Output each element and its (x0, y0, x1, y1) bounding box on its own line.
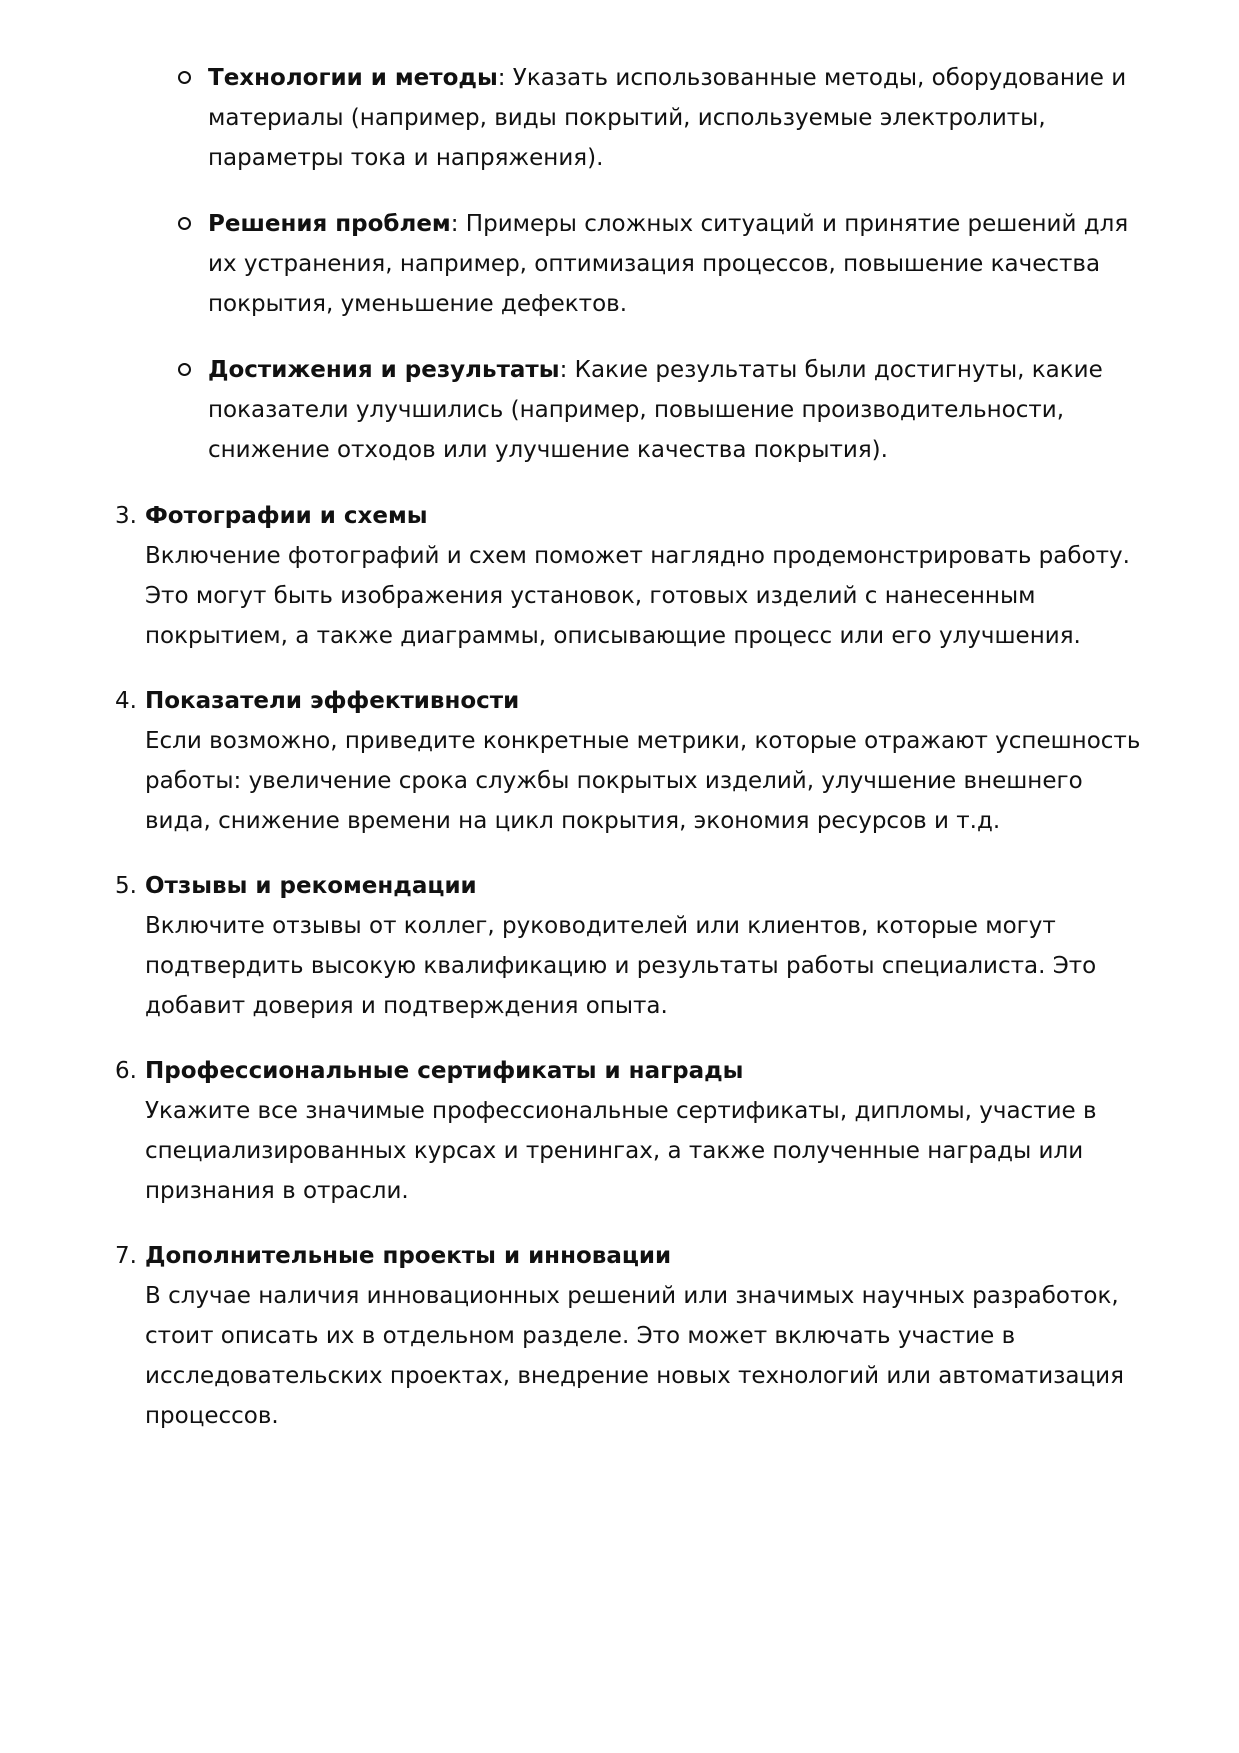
item-term: Технологии и методы (208, 65, 498, 91)
list-item (178, 58, 1158, 178)
section-text: Укажите все значимые профессиональные сертификаты, дипломы, участие в специализированных курсах и тренингах, а также полученные награды или признания в отрасли. (145, 1098, 1097, 1204)
section-number: 7. (115, 1243, 137, 1269)
section-item-photos (115, 496, 1155, 656)
numbered-section-list (115, 496, 1155, 1461)
list-item (178, 204, 1158, 324)
item-text: : Примеры сложных ситуаций и принятие решений для их устранения, например, оптимизация процессов, повышение качества покрытия, уменьшение дефектов. (208, 211, 1129, 317)
hollow-circle-bullet-icon (178, 363, 191, 376)
section-title: Отзывы и рекомендации (145, 873, 477, 899)
section-title: Показатели эффективности (145, 688, 520, 714)
section-item-reviews (115, 866, 1155, 1026)
section-text: Включение фотографий и схем поможет наглядно продемонстрировать работу. Это могут быть изображения установок, готовых изделий с нанесенным покрытием, а также диаграммы, описывающие процесс или его улучшения. (145, 543, 1130, 649)
section-number: 6. (115, 1058, 137, 1084)
item-term: Решения проблем (208, 211, 451, 237)
section-title: Дополнительные проекты и инновации (145, 1243, 672, 1269)
list-item (178, 350, 1158, 470)
item-text: : Указать использованные методы, оборудование и материалы (например, виды покрытий, используемые электролиты, параметры тока и напряжения). (208, 65, 1127, 171)
section-text: В случае наличия инновационных решений или значимых научных разработок, стоит описать их в отдельном разделе. Это может включать участие в исследовательских проектах, внедрение новых технологий или автоматизация процессов. (145, 1283, 1124, 1429)
hollow-circle-bullet-icon (178, 217, 191, 230)
item-term: Достижения и результаты (208, 357, 560, 383)
sub-bullet-list (178, 58, 1158, 496)
hollow-circle-bullet-icon (178, 71, 191, 84)
section-text: Включите отзывы от коллег, руководителей или клиентов, которые могут подтвердить высокую квалификацию и результаты работы специалиста. Это добавит доверия и подтверждения опыта. (145, 913, 1097, 1019)
section-number: 3. (115, 503, 137, 529)
section-number: 4. (115, 688, 137, 714)
section-item-certificates (115, 1051, 1155, 1211)
section-text: Если возможно, приведите конкретные метрики, которые отражают успешность работы: увеличение срока службы покрытых изделий, улучшение внешнего вида, снижение времени на цикл покрытия, экономия ресурсов и т.д. (145, 728, 1141, 834)
section-number: 5. (115, 873, 137, 899)
section-title: Профессиональные сертификаты и награды (145, 1058, 744, 1084)
item-text: : Какие результаты были достигнуты, какие показатели улучшились (например, повышение производительности, снижение отходов или улучшение качества покрытия). (208, 357, 1103, 463)
section-item-metrics (115, 681, 1155, 841)
section-title: Фотографии и схемы (145, 503, 428, 529)
section-item-projects (115, 1236, 1155, 1436)
